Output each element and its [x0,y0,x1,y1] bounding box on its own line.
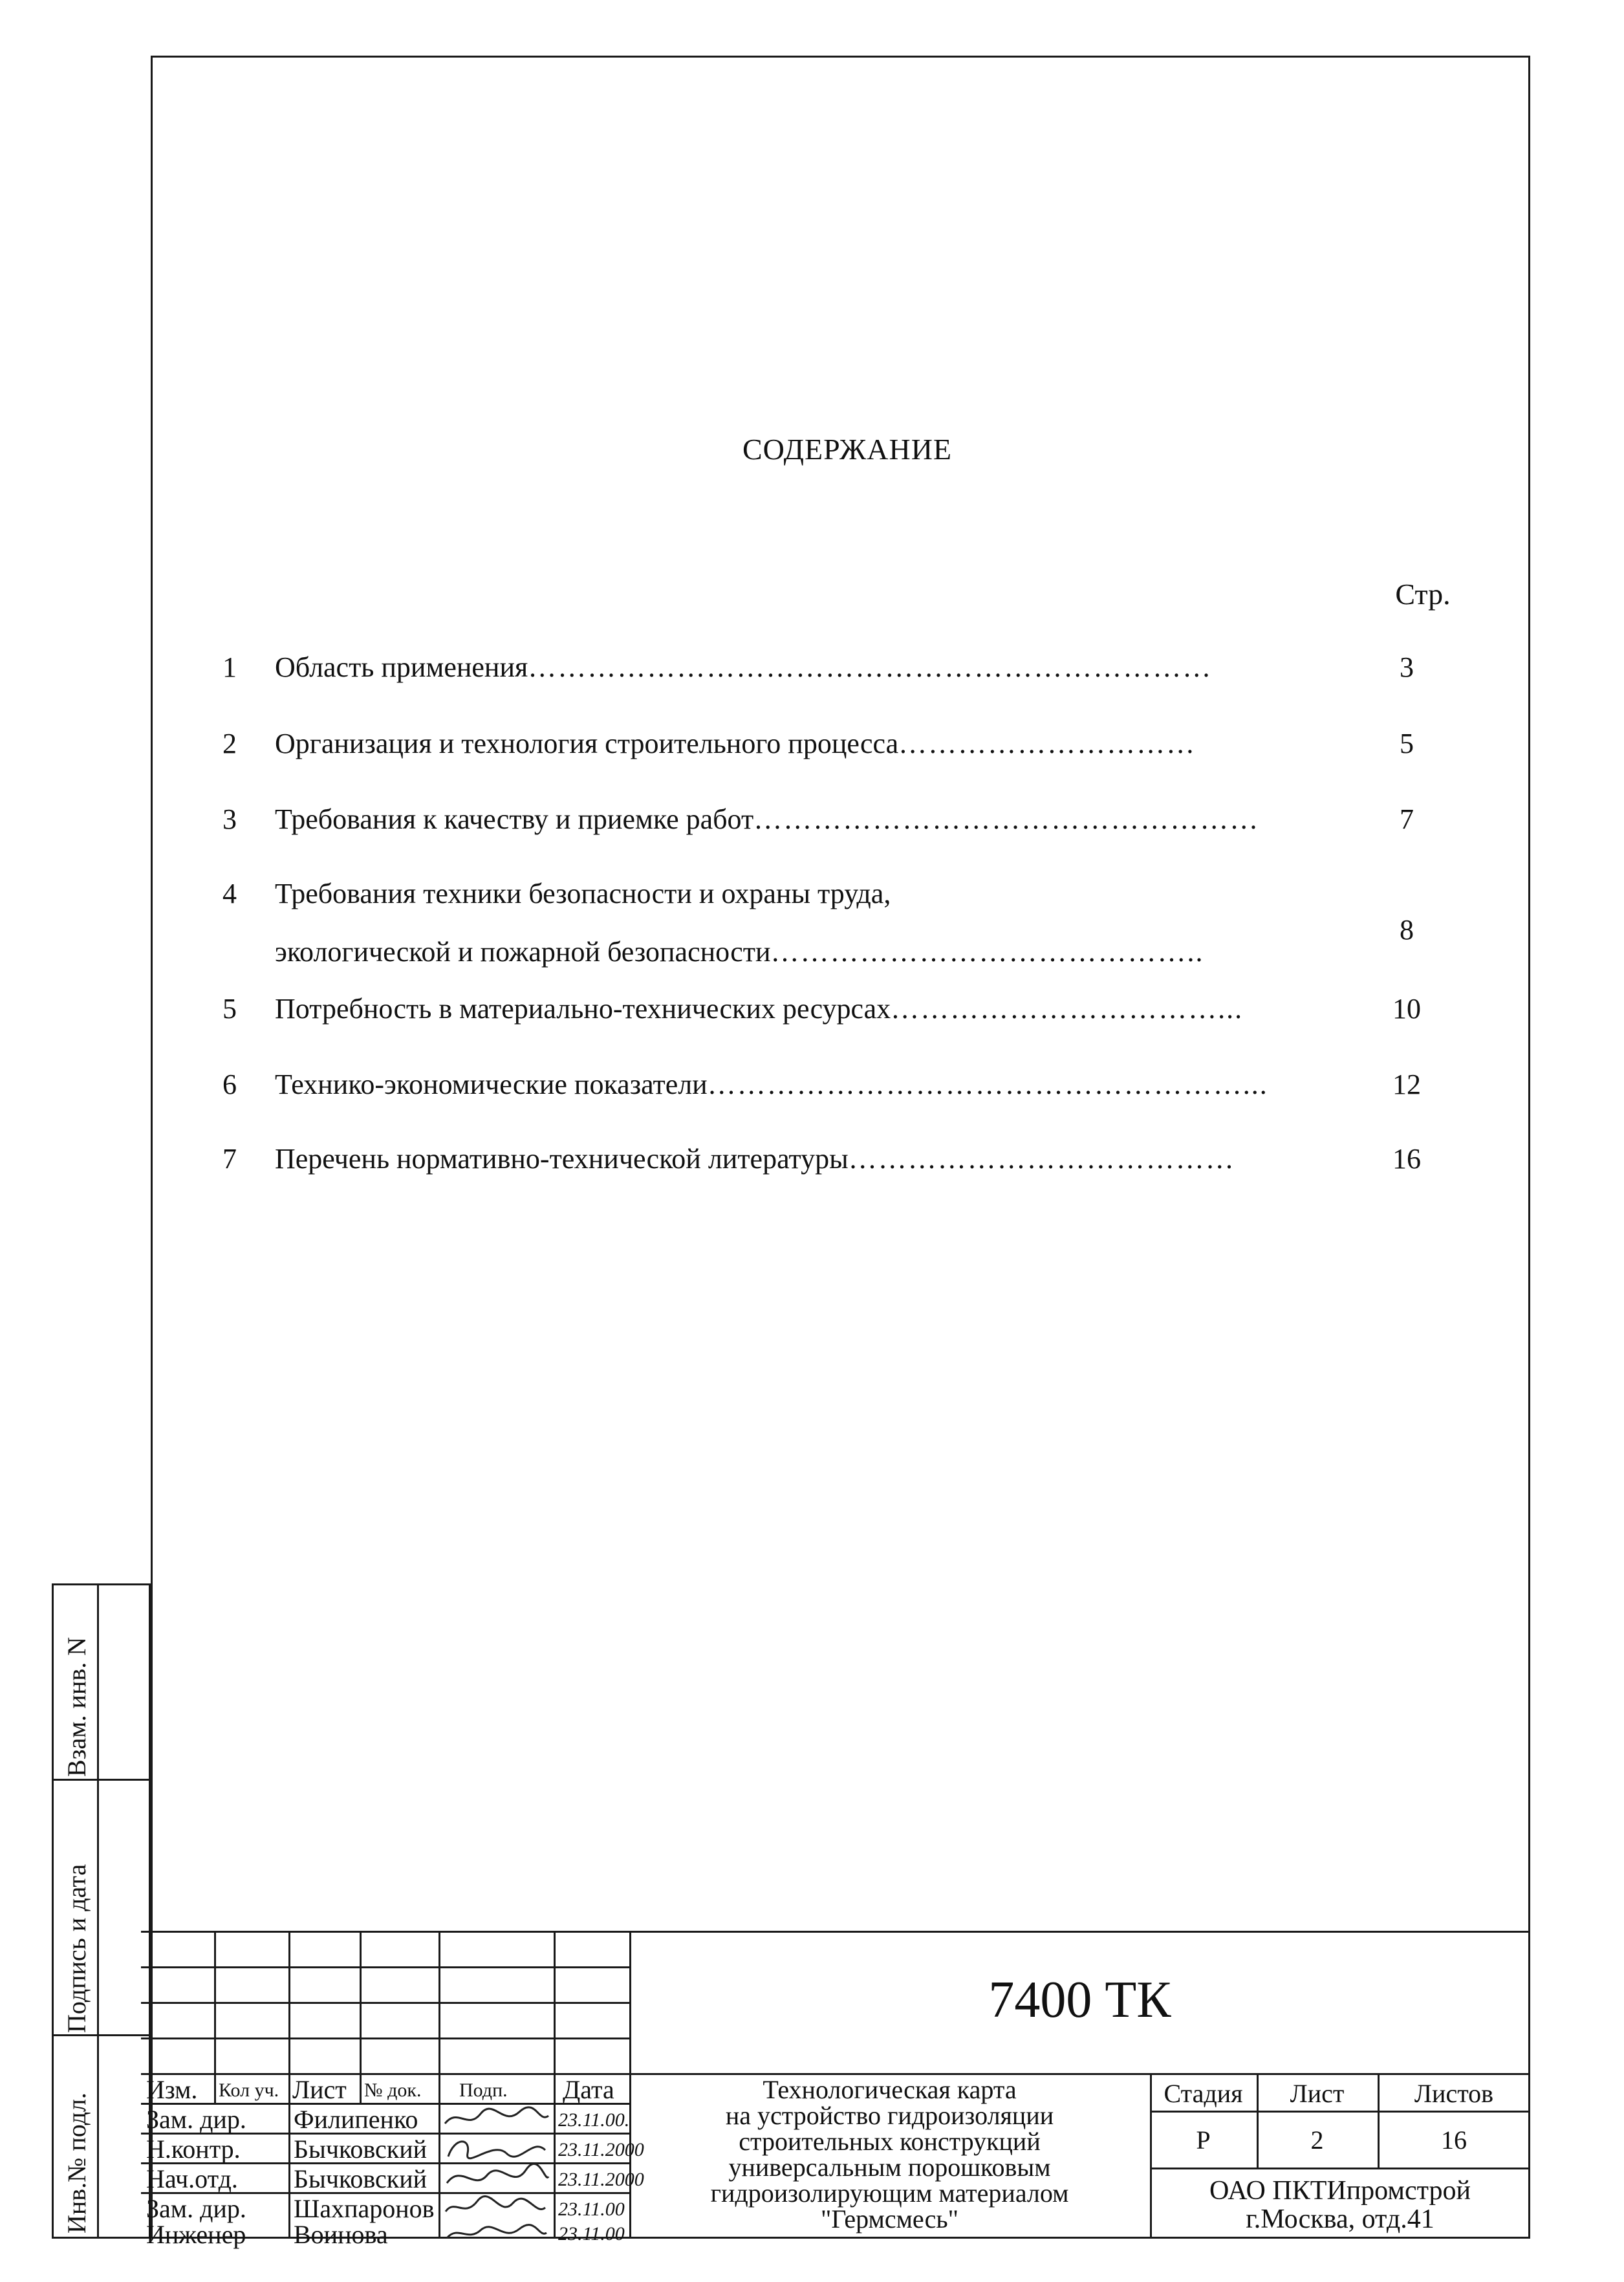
toc-entry-title: Организация и технология строительного процесса [275,728,899,759]
document-title: СОДЕРЖАНИЕ [742,433,953,466]
side-label-sign-date: Подпись и дата [62,1864,91,2033]
signature-image [442,2193,552,2222]
toc-page-number: 10 [1392,993,1421,1025]
signature-image [442,2219,552,2248]
toc-page-number: 5 [1400,728,1414,759]
role-label: Н.контр. [146,2135,241,2164]
toc-page-number: 3 [1400,651,1414,683]
toc-entry-title: Технико-экономические показатели [275,1069,708,1100]
side-stamp-strip [52,1583,151,2239]
document-code: 7400 ТК [988,1972,1171,2028]
toc-entry-title: Требования техники безопасности и охраны труда, [275,878,891,909]
role-label: Нач.отд. [146,2164,238,2193]
sheets-value: 16 [1441,2125,1467,2155]
toc-number: 6 [222,1069,237,1100]
toc-leader: …………………………………….. [770,936,1204,968]
toc-number: 2 [222,728,237,759]
toc-page-number: 16 [1392,1143,1421,1175]
toc-entry [275,877,1361,910]
role-label: Зам. дир. [146,2194,246,2223]
side-cell-vzam-inv [54,1585,149,1781]
person-name: Воинова [294,2220,388,2249]
toc-page-number: 12 [1392,1069,1421,1100]
signature-image [442,2164,552,2192]
toc-entry [275,1068,1361,1101]
person-name: Филипенко [294,2105,418,2134]
toc-leader: ………………………………… [848,1143,1235,1175]
signature-image [442,2134,552,2162]
side-cell-inv-no [54,2036,149,2237]
sign-date: 23.11.00. [558,2109,630,2131]
toc-leader: ………………………… [898,728,1196,759]
sheet-header: Лист [1290,2079,1345,2108]
side-cell-sign-date [54,1781,149,2036]
toc-number: 5 [222,993,237,1025]
toc-entry-title: Требования к качеству и приемке работ [275,803,754,835]
toc-number: 1 [222,651,237,683]
person-name: Бычковский [294,2135,428,2164]
role-label: Зам. дир. [146,2105,246,2134]
person-name: Шахпаронов [294,2194,435,2223]
col-header-kol-uch: Кол уч. [219,2080,279,2101]
toc-entry [275,1142,1361,1175]
person-name: Бычковский [294,2164,428,2193]
col-header-izm: Изм. [146,2075,198,2104]
sheets-header: Листов [1414,2079,1494,2108]
toc-entry [275,727,1361,760]
toc-leader: ……………………………... [891,993,1244,1025]
toc-entry-title: Область применения [275,651,528,683]
toc-number: 7 [222,1143,237,1175]
toc-entry-title: Потребность в материально-технических ресурсах [275,993,891,1025]
col-header-no-dok: № док. [364,2080,422,2101]
document-name: Технологическая карта на устройство гидроизоляции строительных конструкций универсальным порошковым гидроизолирующим материалом "Гермсмесь" [710,2075,1069,2233]
toc-entry [275,803,1361,836]
col-header-list: Лист [292,2075,347,2104]
col-header-data: Дата [563,2075,614,2104]
sign-date: 23.11.00 [558,2223,625,2244]
sheet-value: 2 [1310,2125,1324,2155]
organization-name: ОАО ПКТИпромстрой [1209,2176,1471,2206]
stage-header: Стадия [1164,2079,1243,2108]
toc-number: 4 [222,878,237,909]
toc-page-number: 8 [1400,914,1414,946]
toc-entry [275,651,1361,684]
sign-date: 23.11.00 [558,2199,625,2220]
toc-entry [275,992,1361,1025]
toc-page-number: 7 [1400,803,1414,835]
stage-value: Р [1196,2125,1211,2155]
toc-entry-title: экологической и пожарной безопасности [275,936,771,968]
toc-leader: …………………………………………… [753,803,1260,835]
side-label-vzam-inv: Взам. инв. N [62,1636,91,1777]
role-label: Инженер [146,2220,246,2249]
side-label-inv-no: Инв.№ подл. [62,2092,91,2233]
toc-entry-continuation [275,935,1361,968]
toc-entry-title: Перечень нормативно-технической литературы [275,1143,849,1175]
signature-image [442,2104,552,2133]
col-header-podp: Подп. [459,2080,508,2101]
sign-date: 23.11.2000 [558,2169,644,2190]
toc-number: 3 [222,803,237,835]
title-block [141,1931,1530,2249]
page-column-header: Стр. [1395,578,1451,611]
toc-leader: …………………………………………………………… [528,651,1213,683]
organization-location: г.Москва, отд.41 [1246,2204,1435,2234]
toc-leader: ………………………………………………... [707,1069,1268,1100]
sign-date: 23.11.2000 [558,2139,644,2160]
